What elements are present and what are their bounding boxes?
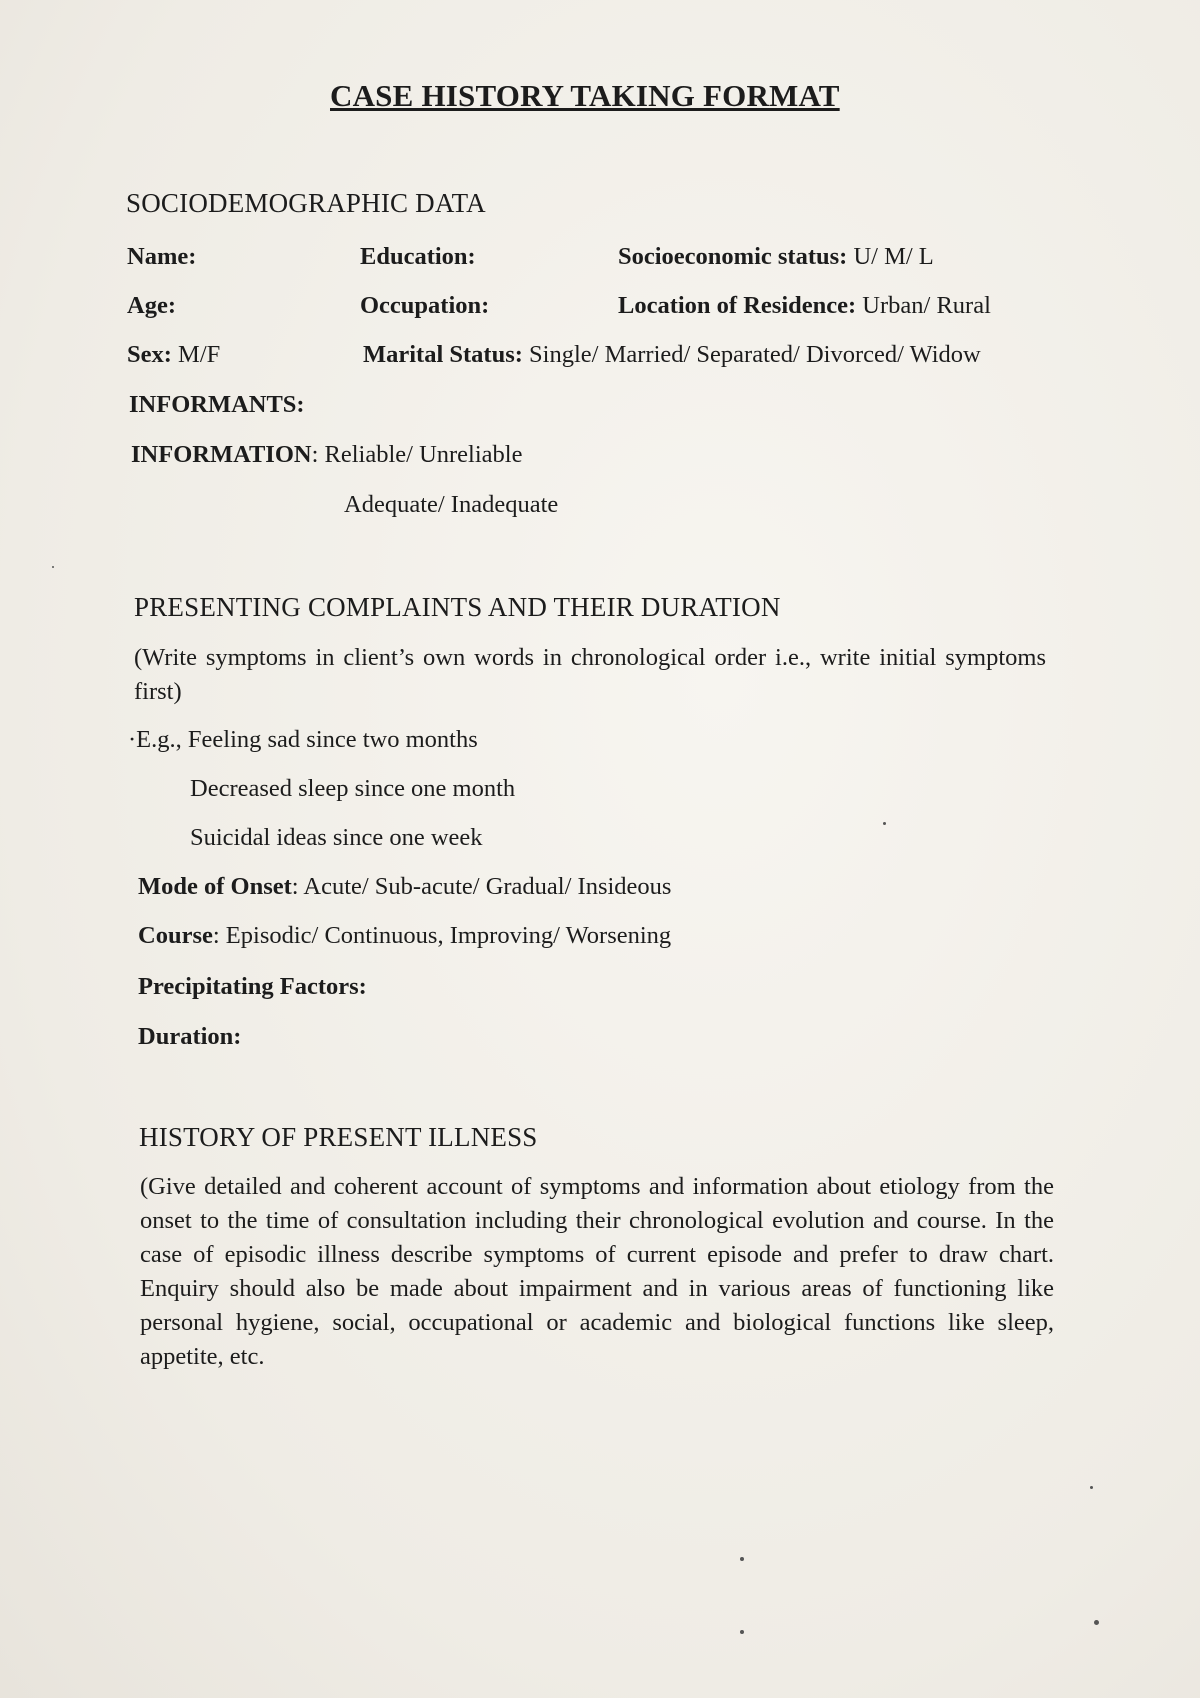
education-field (360, 243, 476, 271)
course-field (138, 922, 671, 950)
name-field (127, 243, 196, 271)
scan-speck (740, 1630, 744, 1634)
occupation-field (360, 292, 489, 320)
ses-label: Socioeconomic status: (618, 243, 848, 270)
duration-label: Duration: (138, 1023, 242, 1050)
scan-speck (1090, 1486, 1093, 1489)
informants-field (129, 391, 305, 419)
present-illness-paragraph: (Give detailed and coherent account of symptoms and information about etiology from the onset to the time of consultation including their chronological evolution and course. In the case of episodic illness describe symptoms of current episode and prefer to draw chart. Enquiry should also be made about impairment and in various areas of functioning like personal hygiene, social, occupational or academic and biological functions like sleep, appetite, etc. (140, 1173, 1054, 1370)
information-field (131, 441, 522, 469)
precipitating-field (138, 973, 367, 1001)
sex-field (127, 341, 220, 369)
example-line-1 (128, 726, 478, 754)
course-value: : Episodic/ Continuous, Improving/ Worsening (212, 922, 672, 949)
onset-field (138, 873, 671, 901)
residence-label: Location of Residence: (618, 292, 857, 319)
sociodemographic-heading: SOCIODEMOGRAPHIC DATA (126, 188, 486, 218)
information-value-reliability: : Reliable/ Unreliable (311, 441, 523, 468)
marital-label: Marital Status: (363, 341, 523, 368)
sex-value: M/F (171, 341, 221, 368)
name-label: Name: (127, 243, 197, 270)
ses-field (618, 243, 934, 271)
complaints-heading: PRESENTING COMPLAINTS AND THEIR DURATION (134, 592, 781, 622)
bullet-dot: · (128, 726, 137, 753)
age-field (127, 292, 176, 320)
example-line-1-text: E.g., Feeling sad since two months (136, 726, 478, 753)
complaints-instruction: (Write symptoms in client’s own words in chronological order i.e., write initial symptoms first) (134, 644, 1046, 705)
onset-value: : Acute/ Sub-acute/ Gradual/ Insideous (291, 873, 672, 900)
example-line-3: Suicidal ideas since one week (190, 824, 483, 851)
residence-field (618, 292, 991, 320)
duration-field (138, 1023, 241, 1051)
informants-label: INFORMANTS: (129, 391, 305, 418)
information-value-adequacy: Adequate/ Inadequate (344, 491, 559, 518)
scan-speck (52, 566, 54, 568)
occupation-label: Occupation: (360, 292, 490, 319)
information-label: INFORMATION (131, 441, 312, 468)
education-label: Education: (360, 243, 476, 270)
precipitating-label: Precipitating Factors: (138, 973, 367, 1000)
onset-label: Mode of Onset (138, 873, 292, 900)
page-title: CASE HISTORY TAKING FORMAT (330, 78, 840, 113)
residence-value: Urban/ Rural (856, 292, 991, 319)
scan-speck (883, 822, 886, 825)
scan-speck (740, 1557, 744, 1561)
example-line-2: Decreased sleep since one month (190, 775, 516, 802)
scan-speck (1094, 1620, 1099, 1625)
ses-value: U/ M/ L (847, 243, 934, 270)
marital-field (363, 341, 981, 369)
present-illness-heading: HISTORY OF PRESENT ILLNESS (139, 1122, 538, 1152)
sex-label: Sex: (127, 341, 172, 368)
marital-value: Single/ Married/ Separated/ Divorced/ Widow (522, 341, 981, 368)
age-label: Age: (127, 292, 176, 319)
course-label: Course (138, 922, 213, 949)
